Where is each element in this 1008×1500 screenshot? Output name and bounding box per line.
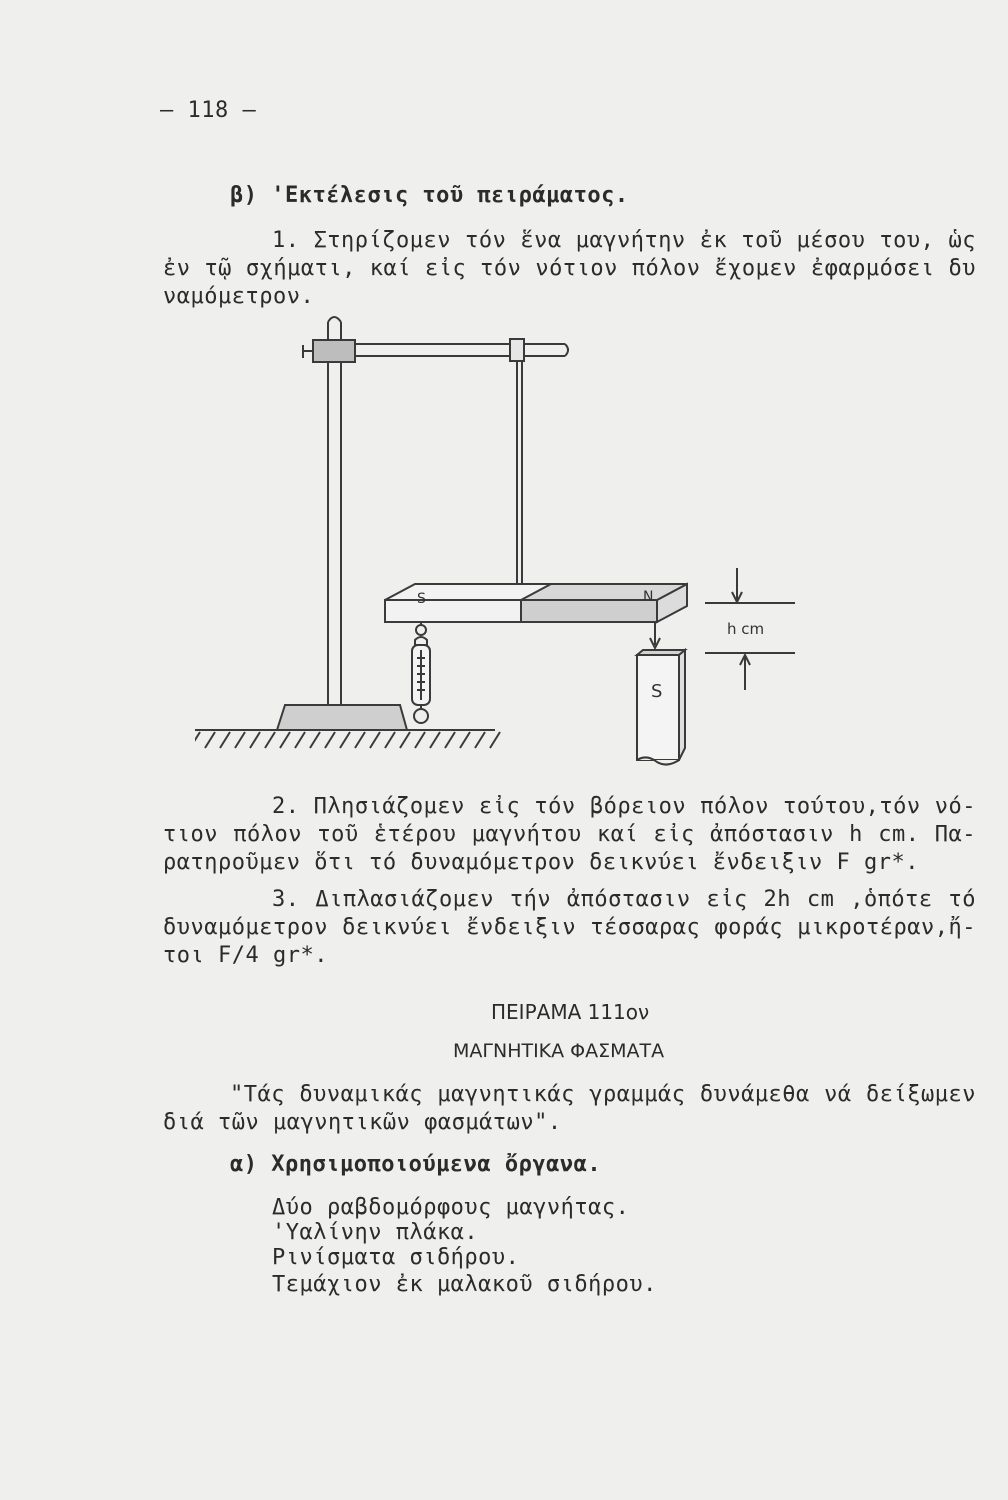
step2-line1: 2. Πλησιάζομεν εἰς τόν βόρειον πόλον τούτου,τόν νό- (272, 794, 976, 819)
quote-line2: διά τῶν μαγνητικῶν φασμάτων". (163, 1110, 562, 1135)
quote-line1: "Τάς δυναμικάς μαγνητικάς γραμμάς δυνάμεθα νά δείξωμεν (230, 1082, 976, 1107)
ground-hatching (195, 732, 500, 748)
step1-line3: ναμόμετρον. (163, 284, 315, 309)
instrument-item: Τεμάχιον ἐκ μαλακοῦ σιδήρου. (272, 1272, 657, 1297)
instrument-item: Δύο ραβδομόρφους μαγνήτας. (272, 1195, 630, 1220)
figure-label-distance: h cm (727, 620, 765, 638)
section-a-heading: α) Χρησιμοποιούμενα ὄργανα. (230, 1152, 602, 1177)
step3-line3: τοι F/4 gr*. (163, 943, 328, 968)
instrument-item: Ρινίσματα σιδήρου. (272, 1245, 520, 1270)
step2-line3: ρατηροῦμεν ὅτι τό δυναμόμετρον δεικνύει ἔνδειξιν F gr*. (163, 850, 919, 875)
figure-label-n: N (643, 589, 654, 605)
experiment-subtitle: ΜΑΓΝΗΤΙΚΑ ΦΑΣΜΑΤΑ (453, 1040, 665, 1062)
page-number: – 118 – (160, 98, 257, 123)
lower-magnet (637, 655, 679, 760)
figure-label-s-left: S (417, 591, 426, 607)
experiment-figure (195, 300, 815, 770)
figure-label-s-lower: S (651, 681, 663, 702)
instrument-item: 'Υαλίνην πλάκα. (272, 1220, 479, 1245)
step3-line2: δυναμόμετρον δεικνύει ἔνδειξιν τέσσαρας φοράς μικροτέραν,ἤ- (163, 915, 976, 940)
step1-line2: ἐν τῷ σχήματι, καί εἰς τόν νότιον πόλον ἔχομεν ἐφαρμόσει δυ (163, 256, 976, 281)
section-b-heading: β) 'Εκτέλεσις τοῦ πειράματος. (230, 183, 629, 208)
stand-base (277, 705, 407, 730)
step3-line1: 3. Διπλασιάζομεν τήν ἀπόστασιν εἰς 2h cm ,ὁπότε τό (272, 887, 976, 912)
step2-line2: τιον πόλον τοῦ ἑτέρου μαγνήτου καί εἰς ἀπόστασιν h cm. Πα- (163, 822, 976, 847)
experiment-title: ΠΕΙΡΑΜΑ 111ον (491, 1000, 650, 1024)
stand-clamp (313, 340, 355, 362)
step1-line1: 1. Στηρίζομεν τόν ἕνα μαγνήτην ἐκ τοῦ μέσου του, ὡς (272, 228, 976, 253)
